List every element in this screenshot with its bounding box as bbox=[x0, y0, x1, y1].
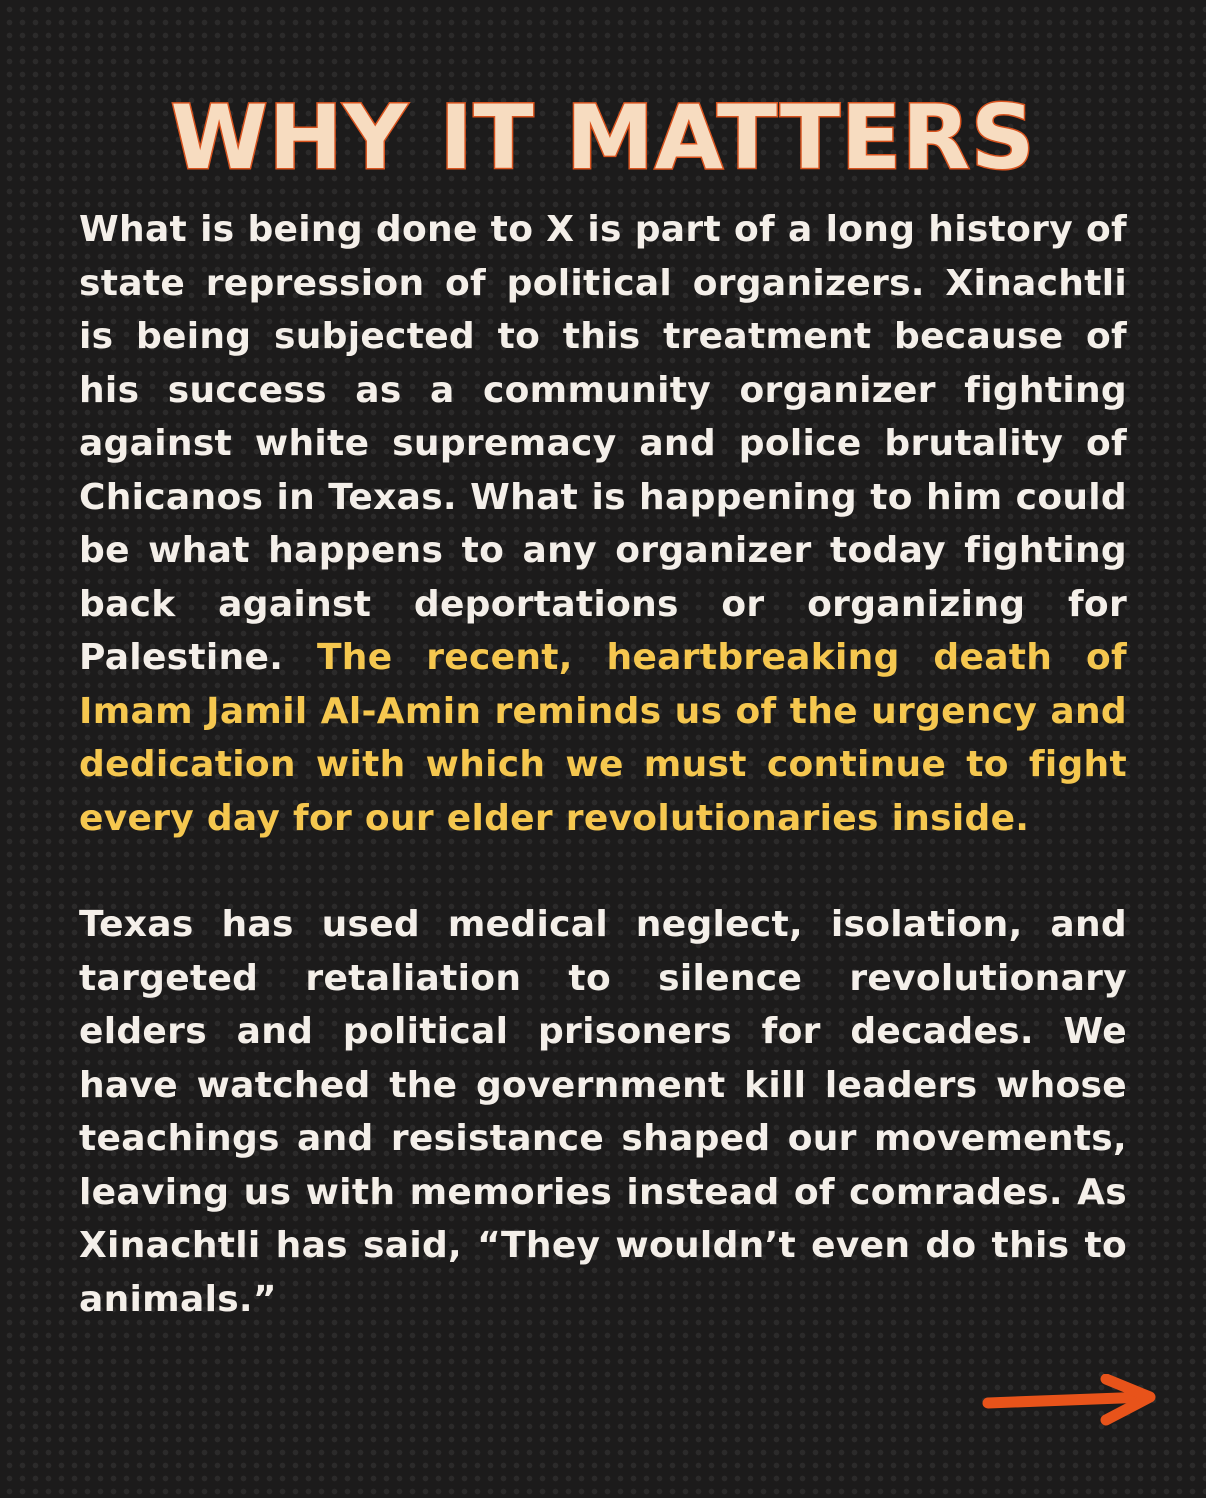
paragraph-history-text: What is being done to X is part of a long history of state repression of political organizers. Xinachtli is being subjected to this treatment because of his success as a community organizer fighting against white supremacy and police brutality of Chicanos in Texas. What is happening to him could be what happens to any organizer today fighting back against deportations or organizing for Palestine. bbox=[79, 209, 1127, 678]
highlighted-statement: The recent, heartbreaking death of Imam Jamil Al-Amin reminds us of the urgency and dedication with which we must continue to fight every day for our elder revolutionaries inside. bbox=[79, 637, 1127, 839]
next-slide-arrow[interactable] bbox=[980, 1374, 1160, 1430]
page-title: WHY IT MATTERS bbox=[170, 86, 1036, 189]
paragraph-history bbox=[79, 203, 1127, 845]
paragraph-texas: Texas has used medical neglect, isolation, and targeted retaliation to silence revolutionary elders and political prisoners for decades. We have watched the government kill leaders whose teachings and resistance shaped our movements, leaving us with memories instead of comrades. As Xinachtli has said, “They wouldn’t even do this to animals.” bbox=[79, 904, 1127, 1320]
right-arrow-icon bbox=[980, 1374, 1160, 1430]
body-text bbox=[79, 203, 1127, 1326]
